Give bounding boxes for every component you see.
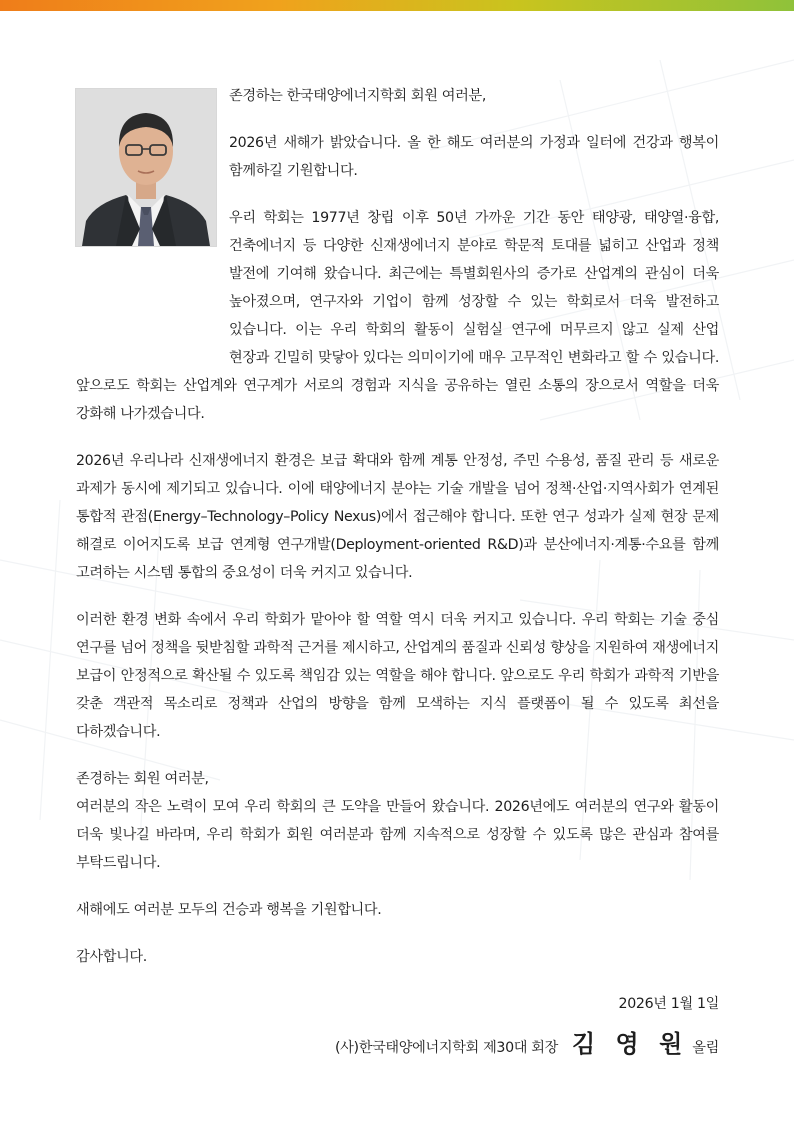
signature-line [335,1024,719,1059]
thanks: 감사합니다. [76,949,147,965]
paragraph-history: 우리 학회는 1977년 창립 이후 50년 가까운 기간 동안 태양광, 태양열·융합, 건축에너지 등 다양한 신재생에너지 분야로 학문적 토대를 넓히고 산업과 정책 발전에 기여해 왔습니다. 최근에는 특별회원사의 증가로 산업계의 관심이 더욱 높아졌으며, 연구자와 기업이 함께 성장할 수 있는 학회로서 더욱 발전하고 있습니다. 이는 우리 학회의 활동이 실험실 연구에 머무르지 않고 실제 산업 현장과 긴밀히 맞닿아 있다는 의미이기에 매우 고무적인 변화라고 할 수 있습니다. 앞으로도 학회는 산업계와 연구계가 서로의 경험과 지식을 공유하는 열린 소통의 장으로서 역할을 더욱 강화해 나가겠습니다. [76,210,719,422]
signature-block [335,990,719,1059]
signature-name: 김 영 원 [572,1029,689,1058]
signature-title: (사)한국태양에너지학회 제30대 회장 [334,1040,559,1056]
closing-greeting: 존경하는 회원 여러분, [76,771,209,787]
closing-body: 여러분의 작은 노력이 모여 우리 학회의 큰 도약을 만들어 왔습니다. 2026년에도 여러분의 연구와 활동이 더욱 빛나길 바라며, 우리 학회가 회원 여러분과 함께 지속적으로 성장할 수 있도록 많은 관심과 참여를 부탁드립니다. [76,799,719,871]
letter-body [76,82,719,990]
paragraph-role: 이러한 환경 변화 속에서 우리 학회가 맡아야 할 역할 역시 더욱 커지고 있습니다. 우리 학회는 기술 중심 연구를 넘어 정책을 뒷받침할 과학적 근거를 제시하고, 산업계의 품질과 신뢰성 향상을 지원하여 재생에너지 보급이 안정적으로 확산될 수 있도록 책임감 있는 역할을 해야 합니다. 앞으로도 우리 학회가 과학적 기반을 갖춘 객관적 목소리로 정책과 산업의 방향을 함께 모색하는 지식 플랫폼이 될 수 있도록 최선을 다하겠습니다. [76,612,719,740]
paragraph-environment: 2026년 우리나라 신재생에너지 환경은 보급 확대와 함께 계통 안정성, 주민 수용성, 품질 관리 등 새로운 과제가 동시에 제기되고 있습니다. 이에 태양에너지 분야는 기술 개발을 넘어 정책·산업·지역사회가 연계된 통합적 관점(Energy–Technology–Policy Nexus)에서 접근해야 합니다. 또한 연구 성과가 실제 현장 문제 해결로 이어지도록 보급 연계형 연구개발(Deployment-oriented R&D)과 분산에너지·계통·수요를 함께 고려하는 시스템 통합의 중요성이 더욱 커지고 있습니다. [76,453,719,581]
top-accent-bar [0,0,794,11]
new-year-wish: 새해에도 여러분 모두의 건승과 행복을 기원합니다. [76,902,382,918]
letter-date: 2026년 1월 1일 [618,996,719,1012]
signature-suffix: 올림 [692,1040,719,1056]
greeting: 존경하는 한국태양에너지학회 회원 여러분, [229,88,487,104]
paragraph-new-year: 2026년 새해가 밝았습니다. 올 한 해도 여러분의 가정과 일터에 건강과 행복이 함께하길 기원합니다. [229,135,719,179]
photo-spacer [76,204,229,372]
